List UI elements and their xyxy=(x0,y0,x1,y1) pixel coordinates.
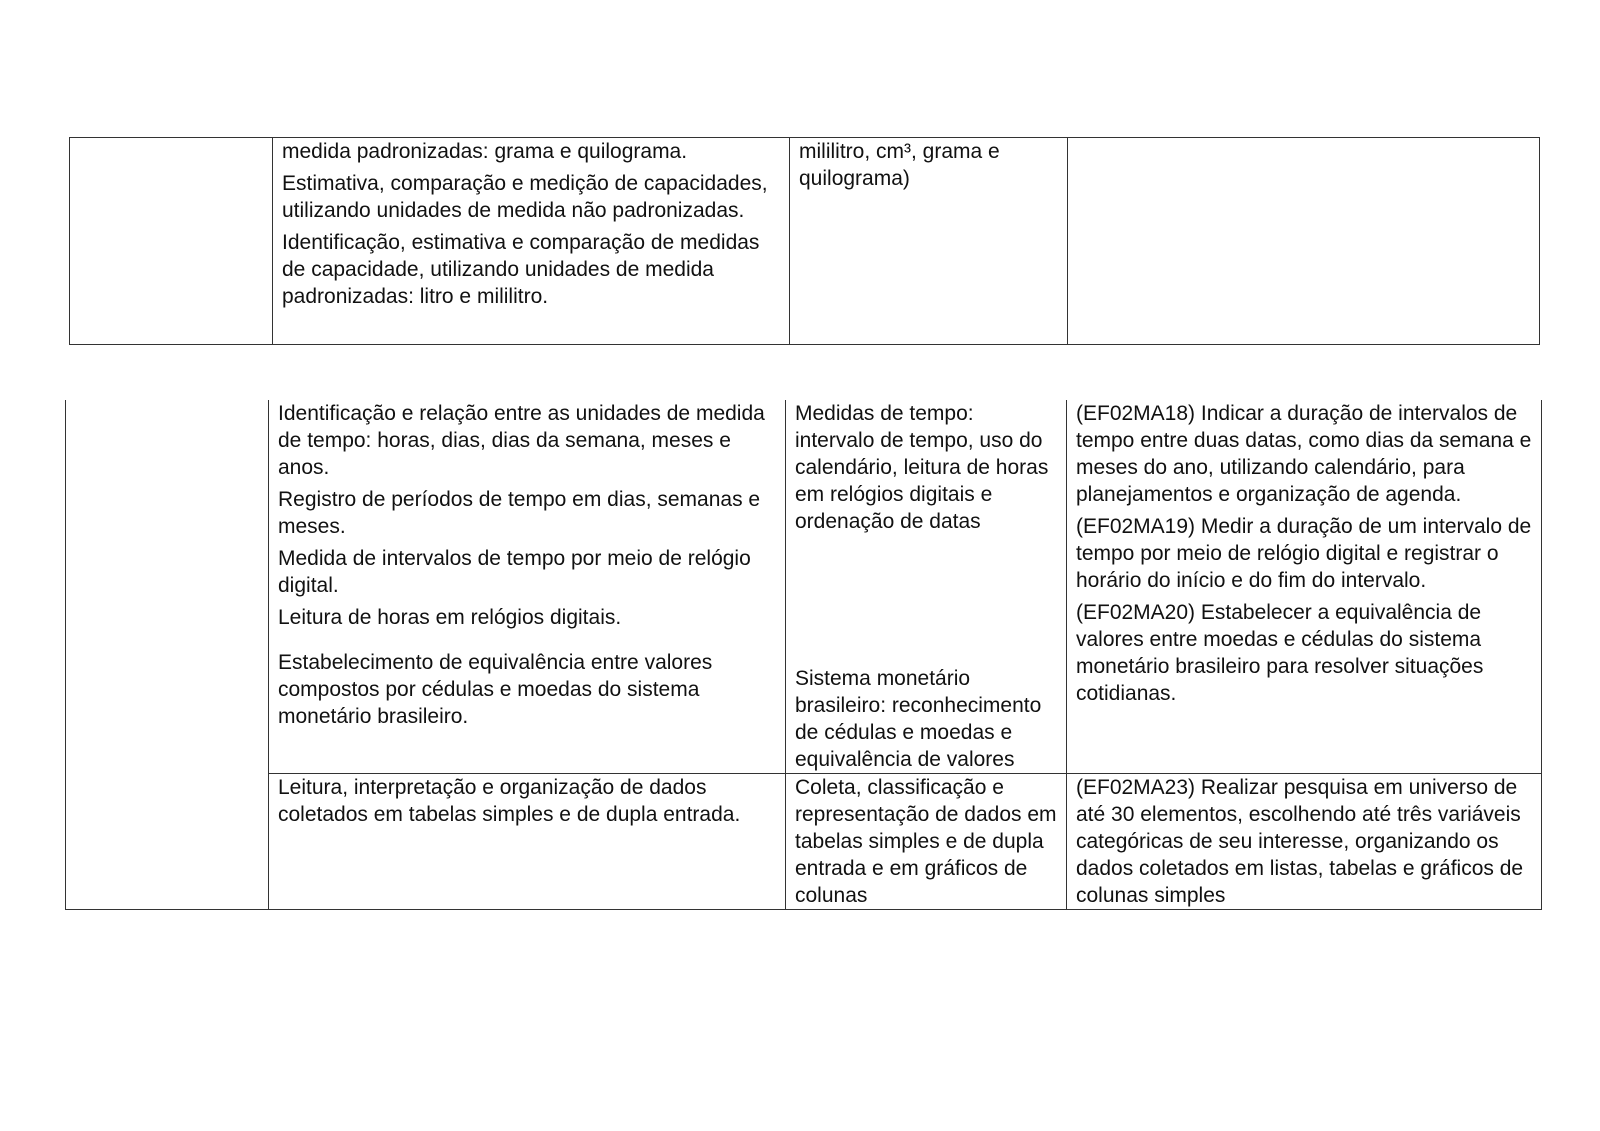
skill-text: (EF02MA23) Realizar pesquisa em universo de até 30 elementos, escolhendo até três variáveis categóricas de seu interesse, organizando os dados coletados em listas, tabelas e gráficos de colunas simples xyxy=(1076,776,1524,907)
table-row xyxy=(66,774,1542,910)
content-text: Coleta, classificação e representação de dados em tabelas simples e de dupla entrada e em gráficos de colunas xyxy=(795,776,1057,907)
knowledge-objects-cell xyxy=(269,774,786,910)
knowledge-objects-cell xyxy=(269,400,786,774)
content-cell xyxy=(790,138,1068,345)
knowledge-object-text: medida padronizadas: grama e quilograma. xyxy=(282,140,688,163)
knowledge-object-text: Identificação e relação entre as unidades de medida de tempo: horas, dias, dias da semana, meses e anos. xyxy=(278,402,765,479)
content-text: Medidas de tempo: intervalo de tempo, uso do calendário, leitura de horas em relógios digitais e ordenação de datas xyxy=(795,402,1049,533)
skills-cell-empty xyxy=(1068,138,1540,345)
curriculum-table-top xyxy=(69,137,1540,345)
knowledge-object-text: Estimativa, comparação e medição de capacidades, utilizando unidades de medida não padronizadas. xyxy=(282,172,768,222)
content-text: Sistema monetário brasileiro: reconhecimento de cédulas e moedas e equivalência de valores xyxy=(795,667,1042,771)
content-cell xyxy=(786,400,1067,774)
skills-cell xyxy=(1067,400,1542,774)
knowledge-object-text: Leitura, interpretação e organização de dados coletados em tabelas simples e de dupla entrada. xyxy=(278,776,741,826)
curriculum-table-bottom xyxy=(65,400,1542,910)
skill-text: (EF02MA18) Indicar a duração de intervalos de tempo entre duas datas, como dias da semana e meses do ano, utilizando calendário, para planejamentos e organização de agenda. xyxy=(1076,402,1532,506)
table-row xyxy=(66,400,1542,774)
knowledge-object-text: Identificação, estimativa e comparação de medidas de capacidade, utilizando unidades de medida padronizadas: litro e mililitro. xyxy=(282,231,760,308)
skill-text: (EF02MA20) Estabelecer a equivalência de valores entre moedas e cédulas do sistema monetário brasileiro para resolver situações cotidianas. xyxy=(1076,601,1484,705)
knowledge-object-text: Leitura de horas em relógios digitais. xyxy=(278,606,622,629)
knowledge-object-text: Medida de intervalos de tempo por meio de relógio digital. xyxy=(278,547,751,597)
table-row xyxy=(70,138,1540,345)
unit-cell-empty xyxy=(66,400,269,910)
unit-cell-empty xyxy=(70,138,273,345)
knowledge-object-text: Estabelecimento de equivalência entre valores compostos por cédulas e moedas do sistema monetário brasileiro. xyxy=(278,651,713,728)
knowledge-objects-cell xyxy=(273,138,790,345)
content-text: mililitro, cm³, grama e quilograma) xyxy=(799,140,1000,190)
knowledge-object-text: Registro de períodos de tempo em dias, semanas e meses. xyxy=(278,488,761,538)
skill-text: (EF02MA19) Medir a duração de um intervalo de tempo por meio de relógio digital e registrar o horário do início e do fim do intervalo. xyxy=(1076,515,1532,592)
skills-cell xyxy=(1067,774,1542,910)
content-cell xyxy=(786,774,1067,910)
